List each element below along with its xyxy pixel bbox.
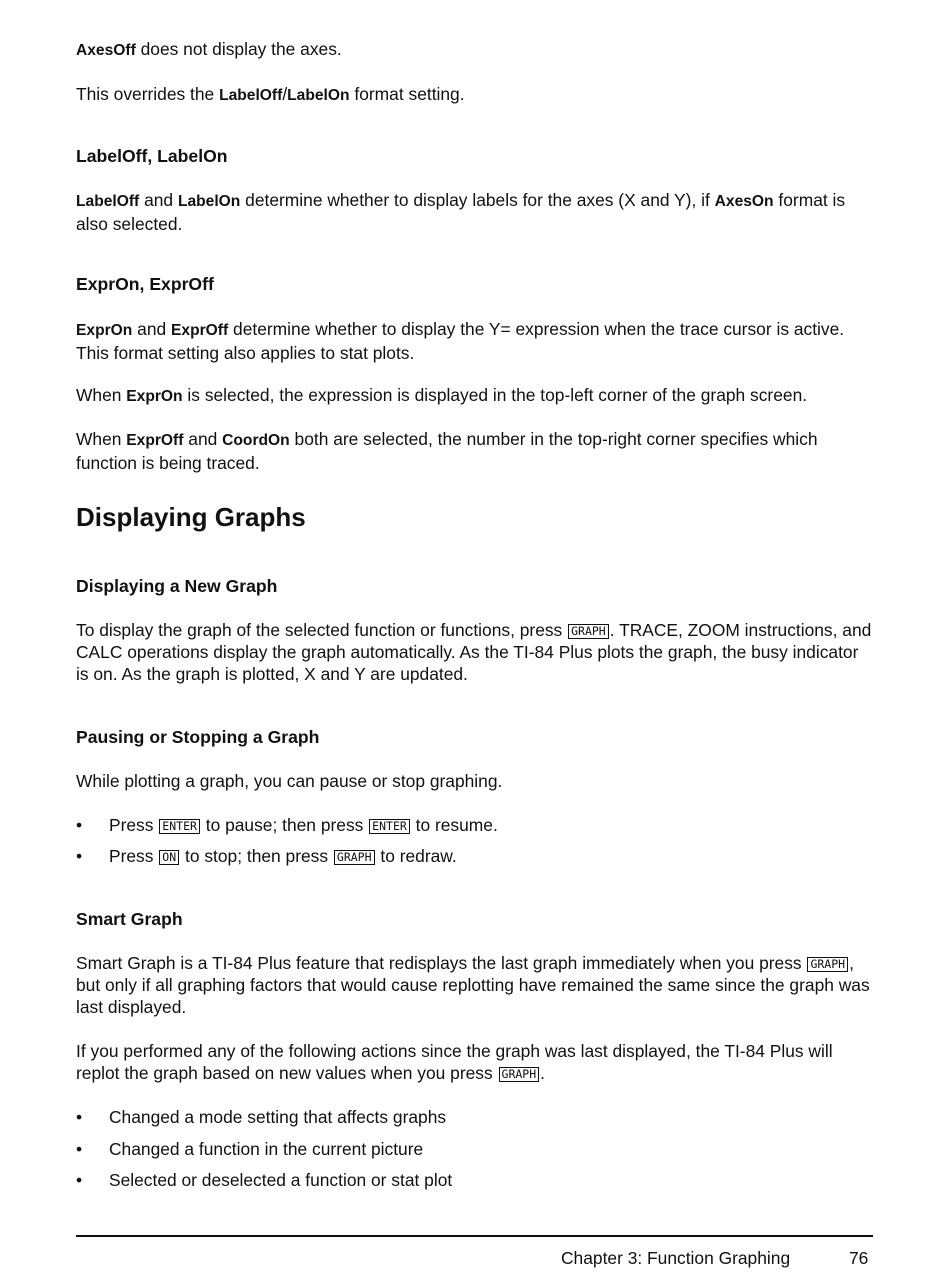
expr-p1-post: determine whether to display the Y= expression when the trace cursor is active. This format setting also applies to stat plots. xyxy=(76,319,845,363)
smart-p2-post: . xyxy=(540,1063,545,1083)
enter-key-icon: ENTER xyxy=(159,819,200,834)
term-axes-off: AxesOff xyxy=(76,42,136,59)
footer-page-number: 76 xyxy=(849,1248,869,1268)
label-and: and xyxy=(139,190,178,210)
term-expron-2: ExprOn xyxy=(126,388,183,405)
heading-pausing-stopping: Pausing or Stopping a Graph xyxy=(76,727,320,747)
expr-paragraph-2 xyxy=(76,384,873,408)
bullet-icon: • xyxy=(76,1170,83,1190)
axes-off-paragraph xyxy=(76,38,873,62)
label-mid: determine whether to display labels for the axes (X and Y), if xyxy=(240,190,715,210)
axes-off-text: does not display the axes. xyxy=(135,39,342,59)
section-title-displaying-graphs: Displaying Graphs xyxy=(76,502,306,532)
term-labelon: LabelOn xyxy=(287,87,350,104)
expr-p3-pre: When xyxy=(76,429,127,449)
bullet2-mid: to stop; then press xyxy=(180,846,333,866)
bullet2-post: to redraw. xyxy=(375,846,457,866)
bullet1-post: to resume. xyxy=(410,815,498,835)
heading-expron-exproff: ExprOn, ExprOff xyxy=(76,274,214,294)
override-post: format setting. xyxy=(349,84,465,104)
bullet-icon: • xyxy=(76,1107,83,1127)
new-graph-post: . TRACE, ZOOM instructions, and CALC operations display the graph automatically. As the TI-84 Plus plots the graph, the busy indicator is on. As the graph is plotted, X and Y are updated. xyxy=(76,620,872,684)
term-exproff-2: ExprOff xyxy=(126,432,184,449)
heading-smart-graph: Smart Graph xyxy=(76,909,183,929)
override-sep: / xyxy=(282,84,288,104)
bullet-icon: • xyxy=(76,1139,83,1159)
bullet1-pre: Press xyxy=(109,815,159,835)
bullet2-pre: Press xyxy=(109,846,159,866)
smart-graph-paragraph-2 xyxy=(76,1040,873,1084)
smart-p1-post: , but only if all graphing factors that would cause replotting have remained the same since the graph was last displayed. xyxy=(76,953,870,1017)
term-axeson: AxesOn xyxy=(714,193,774,210)
new-graph-pre: To display the graph of the selected function or functions, press xyxy=(76,620,568,640)
term-labelon-2: LabelOn xyxy=(177,193,241,210)
smart-graph-paragraph-1 xyxy=(76,952,873,1018)
smart-bullet-1: Changed a mode setting that affects graphs xyxy=(109,1107,447,1127)
expr-p2-pre: When xyxy=(76,385,127,405)
expr-p3-post: both are selected, the number in the top-right corner specifies which function is being traced. xyxy=(76,429,818,473)
expr-paragraph-3 xyxy=(76,428,873,474)
term-coordon: CoordOn xyxy=(222,432,290,449)
label-paragraph xyxy=(76,189,873,235)
heading-displaying-new-graph: Displaying a New Graph xyxy=(76,576,278,596)
expr-p2-post: is selected, the expression is displayed in the top-left corner of the graph screen. xyxy=(182,385,808,405)
label-post: format is also selected. xyxy=(76,190,846,234)
smart-p2-pre: If you performed any of the following actions since the graph was last displayed, the TI-84 Plus will replot the graph based on new values when you press xyxy=(76,1041,833,1083)
smart-bullet-3: Selected or deselected a function or stat plot xyxy=(109,1170,453,1190)
override-pre: This overrides the xyxy=(76,84,220,104)
expr-paragraph-1 xyxy=(76,318,873,364)
expr-p1-and: and xyxy=(132,319,172,339)
smart-p1-pre: Smart Graph is a TI-84 Plus feature that redisplays the last graph immediately when you press xyxy=(76,953,807,973)
term-expron: ExprOn xyxy=(76,322,133,339)
on-key-icon: ON xyxy=(159,850,179,865)
smart-bullet-2: Changed a function in the current picture xyxy=(109,1139,424,1159)
footer-divider xyxy=(76,1235,873,1237)
new-graph-paragraph xyxy=(76,619,873,685)
graph-key-icon: GRAPH xyxy=(334,850,375,865)
footer-chapter: Chapter 3: Function Graphing xyxy=(561,1248,791,1268)
graph-key-icon: GRAPH xyxy=(499,1067,540,1082)
graph-key-icon: GRAPH xyxy=(807,957,848,972)
graph-key-icon: GRAPH xyxy=(568,624,609,639)
override-paragraph xyxy=(76,83,873,107)
bullet-icon: • xyxy=(76,815,83,835)
enter-key-icon: ENTER xyxy=(369,819,410,834)
term-labeloff: LabelOff xyxy=(219,87,283,104)
term-exproff: ExprOff xyxy=(171,322,229,339)
bullet1-mid: to pause; then press xyxy=(200,815,369,835)
pausing-intro: While plotting a graph, you can pause or stop graphing. xyxy=(76,771,503,791)
heading-labeloff-labelon: LabelOff, LabelOn xyxy=(76,146,228,166)
term-labeloff-2: LabelOff xyxy=(76,193,140,210)
expr-p3-and: and xyxy=(183,429,223,449)
bullet-icon: • xyxy=(76,846,83,866)
